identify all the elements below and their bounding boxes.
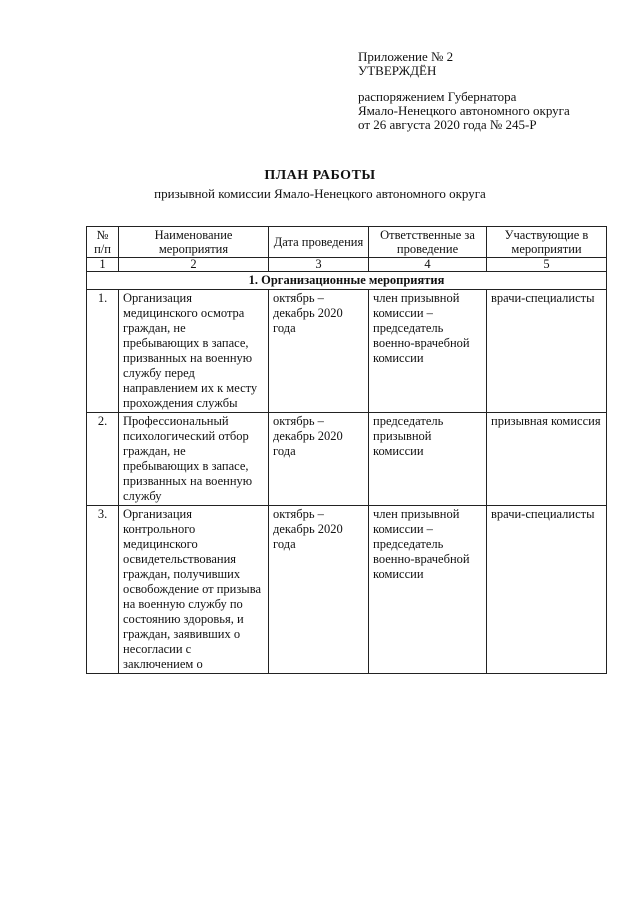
approval-stamp: [358, 50, 570, 132]
row-date: октябрь – декабрь 2020 года: [269, 290, 369, 413]
header-number: № п/п: [87, 227, 119, 258]
document-heading: [0, 168, 640, 202]
approval-region-line: Ямало-Ненецкого автономного округа: [358, 103, 570, 118]
header-event: Наименование мероприятия: [119, 227, 269, 258]
table-header-row: [87, 227, 607, 258]
header-date: Дата проведения: [269, 227, 369, 258]
column-number: 1: [87, 258, 119, 272]
document-title: ПЛАН РАБОТЫ: [264, 168, 376, 183]
column-numbers-row: [87, 258, 607, 272]
row-number: 1.: [87, 290, 119, 413]
row-number: 3.: [87, 506, 119, 674]
approval-order-line: распоряжением Губернатора: [358, 89, 517, 104]
row-participants: врачи-специалисты: [487, 290, 607, 413]
row-event: Организация медицинского осмотра граждан, не пребывающих в запасе, призванных на военную службу перед направлением их к месту прохождения службы: [119, 290, 269, 413]
table-row: [87, 290, 607, 413]
column-number: 3: [269, 258, 369, 272]
section-row: [87, 272, 607, 290]
row-responsible: член призывной комиссии – председатель военно-врачебной комиссии: [369, 290, 487, 413]
row-date: октябрь – декабрь 2020 года: [269, 413, 369, 506]
row-responsible: председатель призывной комиссии: [369, 413, 487, 506]
header-participants: Участвующие в мероприятии: [487, 227, 607, 258]
table-row: [87, 506, 607, 674]
row-date: октябрь – декабрь 2020 года: [269, 506, 369, 674]
document-subtitle: призывной комиссии Ямало-Ненецкого автономного округа: [154, 186, 486, 201]
row-participants: врачи-специалисты: [487, 506, 607, 674]
row-number: 2.: [87, 413, 119, 506]
section-title: 1. Организационные мероприятия: [87, 272, 607, 290]
column-number: 5: [487, 258, 607, 272]
column-number: 2: [119, 258, 269, 272]
approval-date-line: от 26 августа 2020 года № 245-Р: [358, 117, 537, 132]
row-participants: призывная комиссия: [487, 413, 607, 506]
table-row: [87, 413, 607, 506]
page-bottom-blank: [0, 694, 640, 905]
row-event: Профессиональный психологический отбор граждан, не пребывающих в запасе, призванных на военную службу: [119, 413, 269, 506]
appendix-number: Приложение № 2: [358, 49, 454, 64]
row-responsible: член призывной комиссии – председатель военно-врачебной комиссии: [369, 506, 487, 674]
header-responsible: Ответственные за проведение: [369, 227, 487, 258]
approved-label: УТВЕРЖДЁН: [358, 63, 437, 78]
column-number: 4: [369, 258, 487, 272]
work-plan-table: [86, 226, 607, 674]
row-event: Организация контрольного медицинского освидетельствования граждан, получивших освобождение от призыва на военную службу по состоянию здоровья, и граждан, заявивших о несогласии с заключением о: [119, 506, 269, 674]
